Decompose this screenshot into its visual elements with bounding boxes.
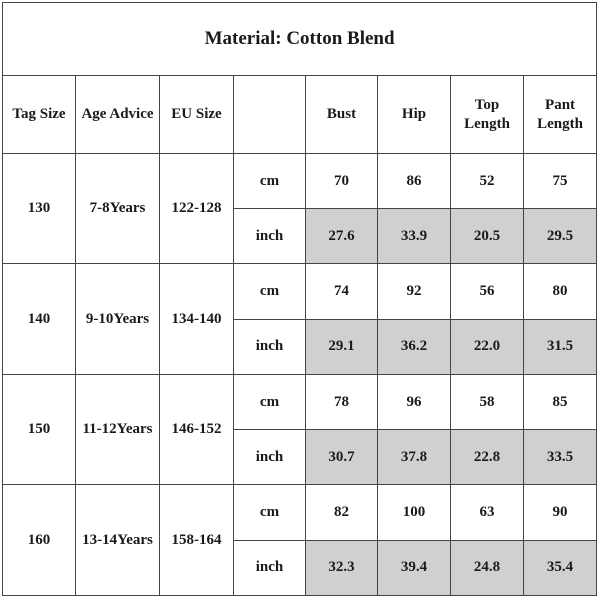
pant-length-cell: 75 bbox=[524, 153, 597, 208]
table-row bbox=[3, 485, 597, 540]
top-length-cell: 24.8 bbox=[451, 540, 524, 595]
unit-cell: cm bbox=[234, 485, 306, 540]
bust-cell: 78 bbox=[306, 374, 378, 429]
pant-length-cell: 85 bbox=[524, 374, 597, 429]
age-advice-cell: 9-10Years bbox=[76, 264, 160, 375]
hip-cell: 36.2 bbox=[378, 319, 451, 374]
hip-cell: 86 bbox=[378, 153, 451, 208]
header-eu-size: EU Size bbox=[160, 76, 234, 153]
table-row bbox=[3, 264, 597, 319]
unit-cell: cm bbox=[234, 153, 306, 208]
top-length-cell: 56 bbox=[451, 264, 524, 319]
size-table bbox=[2, 2, 597, 596]
header-row bbox=[3, 76, 597, 153]
bust-cell: 70 bbox=[306, 153, 378, 208]
hip-cell: 39.4 bbox=[378, 540, 451, 595]
top-length-cell: 20.5 bbox=[451, 209, 524, 264]
bust-cell: 29.1 bbox=[306, 319, 378, 374]
top-length-cell: 22.8 bbox=[451, 430, 524, 485]
top-length-cell: 22.0 bbox=[451, 319, 524, 374]
unit-cell: cm bbox=[234, 374, 306, 429]
header-bust: Bust bbox=[306, 76, 378, 153]
unit-cell: inch bbox=[234, 430, 306, 485]
eu-size-cell: 146-152 bbox=[160, 374, 234, 485]
unit-cell: inch bbox=[234, 319, 306, 374]
unit-cell: inch bbox=[234, 540, 306, 595]
table-title: Material: Cotton Blend bbox=[3, 3, 597, 76]
bust-cell: 32.3 bbox=[306, 540, 378, 595]
unit-cell: inch bbox=[234, 209, 306, 264]
tag-size-cell: 140 bbox=[3, 264, 76, 375]
header-pant-length bbox=[524, 76, 597, 153]
pant-length-cell: 35.4 bbox=[524, 540, 597, 595]
bust-cell: 30.7 bbox=[306, 430, 378, 485]
header-age-advice: Age Advice bbox=[76, 76, 160, 153]
header-unit bbox=[234, 76, 306, 153]
table-row bbox=[3, 374, 597, 429]
size-chart bbox=[2, 2, 596, 596]
age-advice-cell: 11-12Years bbox=[76, 374, 160, 485]
hip-cell: 33.9 bbox=[378, 209, 451, 264]
hip-cell: 37.8 bbox=[378, 430, 451, 485]
bust-cell: 82 bbox=[306, 485, 378, 540]
pant-length-cell: 80 bbox=[524, 264, 597, 319]
eu-size-cell: 158-164 bbox=[160, 485, 234, 596]
hip-cell: 96 bbox=[378, 374, 451, 429]
unit-cell: cm bbox=[234, 264, 306, 319]
eu-size-cell: 122-128 bbox=[160, 153, 234, 264]
bust-cell: 27.6 bbox=[306, 209, 378, 264]
tag-size-cell: 160 bbox=[3, 485, 76, 596]
header-top-length-line1: Top bbox=[474, 96, 500, 113]
tag-size-cell: 150 bbox=[3, 374, 76, 485]
pant-length-cell: 31.5 bbox=[524, 319, 597, 374]
header-hip: Hip bbox=[378, 76, 451, 153]
pant-length-cell: 33.5 bbox=[524, 430, 597, 485]
eu-size-cell: 134-140 bbox=[160, 264, 234, 375]
age-advice-cell: 13-14Years bbox=[76, 485, 160, 596]
hip-cell: 100 bbox=[378, 485, 451, 540]
pant-length-cell: 90 bbox=[524, 485, 597, 540]
tag-size-cell: 130 bbox=[3, 153, 76, 264]
top-length-cell: 63 bbox=[451, 485, 524, 540]
header-tag-size: Tag Size bbox=[3, 76, 76, 153]
bust-cell: 74 bbox=[306, 264, 378, 319]
table-row bbox=[3, 153, 597, 208]
header-pant-length-line1: Pant bbox=[545, 96, 576, 113]
top-length-cell: 52 bbox=[451, 153, 524, 208]
header-top-length bbox=[451, 76, 524, 153]
title-row bbox=[3, 3, 597, 76]
header-pant-length-line2: Length bbox=[537, 115, 583, 132]
hip-cell: 92 bbox=[378, 264, 451, 319]
top-length-cell: 58 bbox=[451, 374, 524, 429]
pant-length-cell: 29.5 bbox=[524, 209, 597, 264]
header-top-length-line2: Length bbox=[464, 115, 510, 132]
age-advice-cell: 7-8Years bbox=[76, 153, 160, 264]
